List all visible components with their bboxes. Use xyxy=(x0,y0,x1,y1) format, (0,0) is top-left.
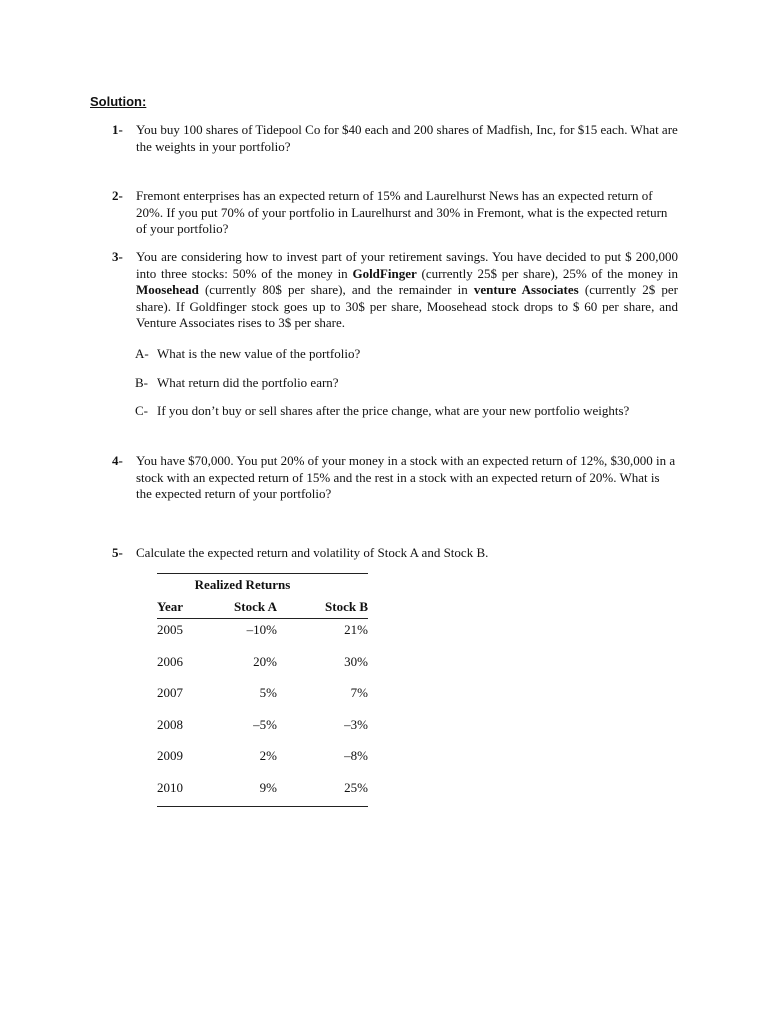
question-5-text: Calculate the expected return and volatility of Stock A and Stock B. xyxy=(136,545,489,560)
question-3-text-part-4: (currently 2$ per share). If Goldfinger stock goes up to 30$ per share, Moosehead stock drops to $ 60 per share, and Venture Associates rises to 3$ per share. xyxy=(136,282,678,330)
part-b-label: B- xyxy=(135,375,148,390)
question-5 xyxy=(112,545,678,562)
stock-a-cell: –5% xyxy=(253,716,277,732)
stock-a-cell: 5% xyxy=(259,685,277,700)
year-cell: 2005 xyxy=(157,622,183,637)
question-1 xyxy=(112,122,678,155)
question-3-number: 3- xyxy=(112,249,123,264)
stock-b-cell: –3% xyxy=(344,716,368,732)
question-3-text-part-3: (currently 80$ per share), and the remainder in xyxy=(198,282,474,297)
stock-a-cell: 2% xyxy=(259,748,277,763)
table-row xyxy=(157,777,368,809)
year-cell: 2006 xyxy=(157,653,183,669)
stock-b-cell: 30% xyxy=(344,653,368,669)
part-c-text: If you don’t buy or sell shares after the price change, what are your new portfolio weights? xyxy=(157,403,630,418)
venture-associates-name: venture Associates xyxy=(473,282,579,297)
table-bottom-rule xyxy=(157,806,368,807)
stock-b-cell: 7% xyxy=(350,685,368,700)
question-4 xyxy=(112,453,678,503)
question-3-part-b xyxy=(135,375,695,392)
table-row xyxy=(157,682,368,714)
year-cell: 2010 xyxy=(157,779,183,795)
question-5-number: 5- xyxy=(112,545,123,560)
stock-a-cell: –10% xyxy=(246,622,277,637)
stock-b-cell: –8% xyxy=(344,748,368,763)
year-cell: 2008 xyxy=(157,716,183,732)
stock-b-cell: 21% xyxy=(344,622,368,637)
part-c-label: C- xyxy=(135,403,148,418)
question-4-number: 4- xyxy=(112,453,123,468)
year-cell: 2007 xyxy=(157,685,183,700)
stock-a-cell: 9% xyxy=(259,779,277,795)
question-3-part-c xyxy=(135,403,695,420)
stock-a-cell: 20% xyxy=(253,653,277,669)
question-3-text-part-2: (currently 25$ per share), 25% of the money in xyxy=(416,265,678,281)
table-row xyxy=(157,619,368,651)
table-row xyxy=(157,714,368,746)
header-stock-b: Stock B xyxy=(277,596,368,619)
question-3 xyxy=(112,249,678,332)
question-2-text: Fremont enterprises has an expected return of 15% and Laurelhurst News has an expected return of 20%. If you put 70% of your portfolio in Laurelhurst and 30% in Fremont, what is the expected return of your portfolio? xyxy=(136,188,668,236)
question-3-text-part-1: You are considering how to invest part of your retirement savings. You have decided to put $ 200,000 into three stocks: 50% of the money in xyxy=(136,249,678,281)
part-a-text: What is the new value of the portfolio? xyxy=(157,346,361,361)
stock-b-cell: 25% xyxy=(344,779,368,795)
realized-returns-table xyxy=(157,573,368,808)
part-b-text: What return did the portfolio earn? xyxy=(157,375,339,390)
question-2 xyxy=(112,188,678,238)
question-1-text: You buy 100 shares of Tidepool Co for $40 each and 200 shares of Madfish, Inc, for $15 each. What are the weights in your portfolio? xyxy=(136,122,678,154)
moosehead-name: Moosehead xyxy=(136,282,199,297)
table-row xyxy=(157,745,368,777)
year-cell: 2009 xyxy=(157,748,183,763)
question-3-part-a xyxy=(135,346,695,363)
question-4-text: You have $70,000. You put 20% of your money in a stock with an expected return of 12%, $30,000 in a stock with an expected return of 15% and the rest in a stock with an expected return of 20%. What is the expected return of your portfolio? xyxy=(136,453,676,501)
goldfinger-name: GoldFinger xyxy=(352,265,417,281)
part-a-label: A- xyxy=(135,346,149,361)
table-row xyxy=(157,651,368,683)
question-1-number: 1- xyxy=(112,122,123,137)
header-stock-a: Stock A xyxy=(217,596,277,619)
solution-heading: Solution: xyxy=(90,94,147,109)
table-caption: Realized Returns xyxy=(157,574,368,597)
question-2-number: 2- xyxy=(112,188,123,203)
question-3-text xyxy=(136,249,678,332)
header-year: Year xyxy=(157,596,217,619)
